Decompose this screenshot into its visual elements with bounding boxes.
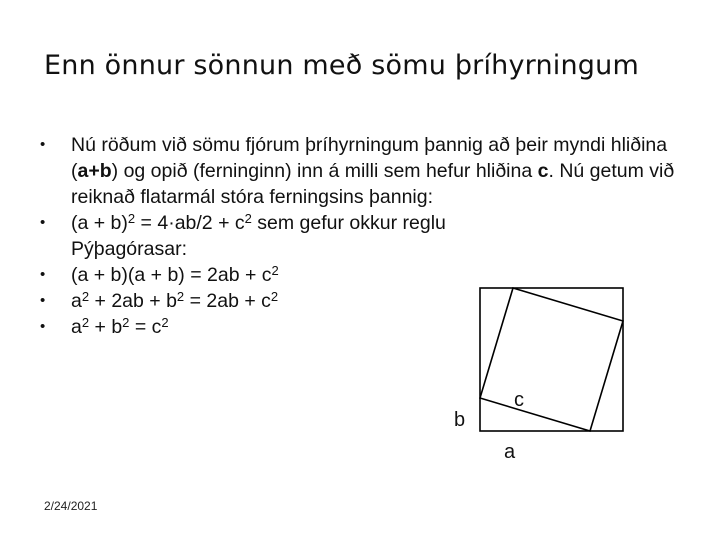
bullet-4-part-2: + 2ab + b bbox=[89, 290, 177, 312]
bullet-3-part-1: (a + b)(a + b) = 2ab + c bbox=[71, 264, 272, 286]
side-label-b: b bbox=[454, 409, 466, 431]
bullet-1-part-2: ) og opið (ferninginn) inn á milli sem hefur hliðina bbox=[111, 160, 538, 182]
side-label-a: a bbox=[504, 441, 516, 463]
outer-square bbox=[480, 288, 623, 431]
bullet-marker: • bbox=[40, 292, 46, 309]
bullet-marker: • bbox=[40, 214, 46, 231]
bullet-2-part-3: sem gefur okkur reglu Pýþagórasar: bbox=[71, 212, 446, 260]
bullet-4-exponent-3: 2 bbox=[270, 289, 279, 304]
slide-title: Enn önnur sönnun með sömu þríhyrningum bbox=[44, 50, 639, 81]
bullet-text-2 bbox=[71, 210, 491, 262]
bullet-2-part-1: (a + b) bbox=[71, 212, 128, 234]
bullet-1-part-3: . Nú getum við reiknað flatarmál stóra ferningsins þannig: bbox=[71, 160, 675, 208]
bullet-marker: • bbox=[40, 318, 46, 335]
bullet-5-part-2: + b bbox=[89, 316, 123, 338]
bullet-text-4 bbox=[71, 290, 278, 312]
bullet-5-exponent-2: 2 bbox=[122, 315, 130, 330]
bullet-5-exponent-3: 2 bbox=[161, 315, 169, 330]
bullet-2-exponent-2: 2 bbox=[244, 211, 252, 226]
bullet-1-bold-a-plus-b: a+b bbox=[77, 160, 112, 182]
bullet-4-part-1: a bbox=[71, 290, 82, 312]
bullet-2-part-2: = 4·ab/2 + c bbox=[135, 212, 245, 234]
bullet-4-exponent-2: 2 bbox=[176, 289, 185, 304]
bullet-item-2 bbox=[40, 210, 700, 262]
pythagoras-square-diagram bbox=[440, 286, 640, 476]
bullet-4-exponent-1: 2 bbox=[81, 289, 90, 304]
footer-date: 2/24/2021 bbox=[44, 499, 98, 513]
inner-tilted-square bbox=[480, 288, 623, 431]
bullet-1-part-1: Nú röðum við sömu fjórum þríhyrningum þannig að þeir myndi hliðina ( bbox=[71, 134, 668, 182]
bullet-5-part-1: a bbox=[71, 316, 82, 338]
bullet-5-exponent-1: 2 bbox=[81, 315, 90, 330]
bullet-text-3 bbox=[71, 264, 279, 286]
bullet-item-3 bbox=[40, 262, 700, 288]
bullet-1-bold-c: c bbox=[537, 160, 549, 182]
side-label-c: c bbox=[514, 389, 524, 411]
bullet-marker: • bbox=[40, 136, 46, 153]
bullet-item-1 bbox=[40, 132, 700, 210]
bullet-marker: • bbox=[40, 266, 46, 283]
bullet-2-exponent-1: 2 bbox=[127, 211, 136, 226]
square-diagram-drawing bbox=[440, 286, 640, 476]
bullet-4-part-3: = 2ab + c bbox=[184, 290, 271, 312]
bullet-3-exponent-1: 2 bbox=[271, 263, 279, 278]
bullet-5-part-3: = c bbox=[129, 316, 162, 338]
bullet-text-5 bbox=[71, 316, 169, 338]
bullet-text-1 bbox=[71, 132, 691, 210]
